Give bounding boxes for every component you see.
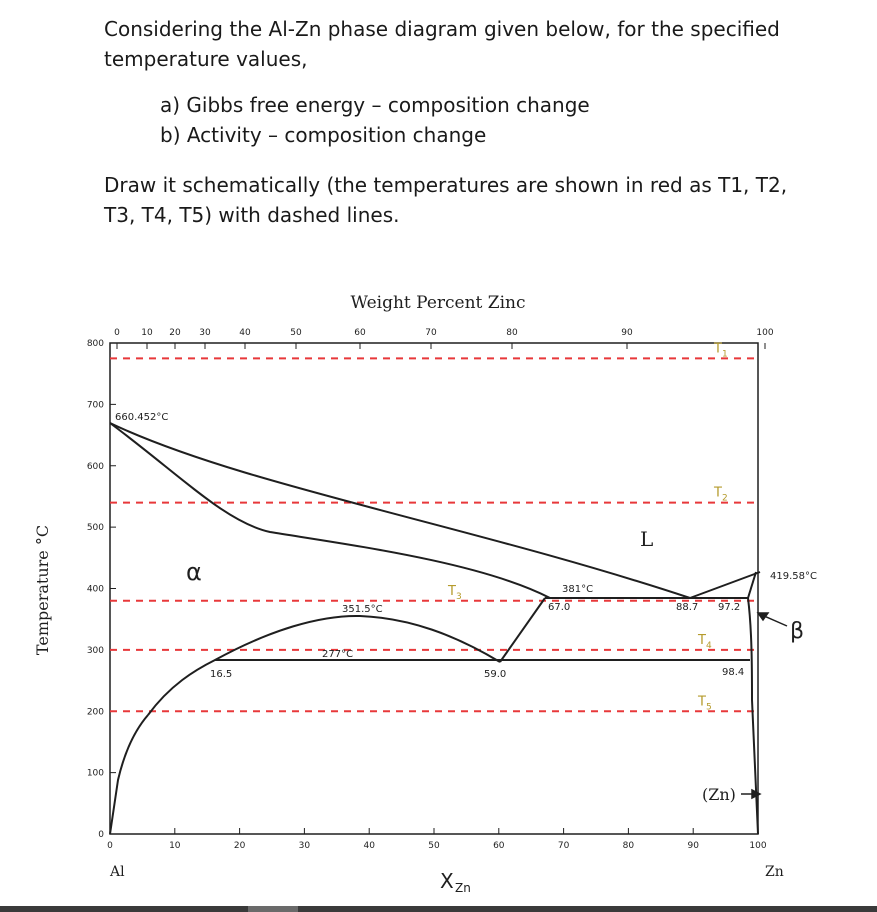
zn-solvus [748, 598, 758, 834]
y-tick-label: 600 [86, 461, 104, 472]
temperature-label-t5: $T_5$ [698, 694, 712, 713]
x-axis-label [440, 869, 471, 895]
phase-alpha-label: α [186, 558, 202, 586]
question-items [160, 90, 590, 150]
bottom-tick-label: 20 [233, 841, 246, 851]
phase-zn-label: (Zn) [702, 785, 736, 804]
bottom-tick-label: 40 [363, 841, 375, 851]
top-tick-label: 50 [290, 328, 302, 338]
arrows [741, 613, 787, 798]
top-tick-label: 80 [506, 328, 518, 338]
y-tick-label: 400 [86, 584, 104, 595]
eutectic-temp-label: 381°C [562, 584, 594, 595]
monotectoid-temp-label: 277°C [322, 649, 354, 660]
question-instruction-line-2: T3, T4, T5) with dashed lines. [104, 203, 400, 227]
solvus-curve-lower [110, 715, 148, 834]
top-tick-label: 60 [354, 328, 366, 338]
x-axis-label-main: X [440, 869, 454, 893]
composition-88-7: 88.7 [676, 602, 699, 613]
y-tick-label: 500 [86, 523, 104, 534]
y-axis-title: Temperature °C [33, 524, 52, 656]
composition-97-2: 97.2 [718, 602, 741, 613]
question-item-a: a) Gibbs free energy – composition change [160, 93, 590, 117]
bottom-tick-label: 90 [687, 841, 699, 851]
bottom-tick-label: 10 [169, 841, 181, 851]
phase-liquid-label: L [640, 527, 654, 551]
bottom-tick-label: 80 [622, 841, 635, 851]
y-tick-label: 200 [86, 707, 104, 718]
top-tick-label: 30 [199, 328, 211, 338]
bottom-tick-label: 0 [107, 841, 113, 851]
composition-59-0: 59.0 [484, 669, 507, 680]
question-item-b: b) Activity – composition change [160, 123, 487, 147]
al-label: Al [110, 864, 125, 880]
composition-98-4: 98.4 [722, 667, 745, 678]
zn-melting-label: 419.58°C [770, 571, 817, 582]
top-tick-label: 10 [141, 328, 153, 338]
question-intro-line-2: temperature values, [104, 47, 308, 71]
question-instruction-line-1: Draw it schematically (the temperatures are shown in red as T1, T2, [104, 173, 788, 197]
question-instruction [104, 170, 787, 230]
al-melting-label: 660.452°C [115, 412, 169, 423]
y-tick-label: 800 [86, 339, 104, 349]
temperature-label-t3: $T_3$ [448, 583, 462, 602]
y-tick-label: 700 [86, 400, 104, 411]
eutectic-comp-label: 67.0 [548, 602, 571, 613]
temperature-dashed-lines [110, 358, 758, 711]
zn-label: Zn [765, 864, 784, 880]
top-tick-label: 20 [169, 328, 181, 338]
question-intro-line-1: Considering the Al-Zn phase diagram given below, for the specified [104, 17, 780, 41]
bottom-tick-label: 100 [749, 841, 767, 851]
bottom-tick-label: 60 [493, 841, 505, 851]
top-tick-label: 70 [425, 328, 437, 338]
temperature-label-t2: $T_2$ [714, 485, 728, 504]
question-intro [104, 14, 780, 74]
liquidus-curve [110, 423, 760, 598]
y-tick-label: 100 [86, 768, 104, 779]
temperature-label-t4: $T_4$ [698, 632, 712, 651]
bottom-tick-label: 70 [557, 841, 570, 851]
composition-16-5: 16.5 [210, 669, 233, 680]
y-tick-label: 300 [86, 645, 104, 656]
y-tick-label: 0 [98, 830, 104, 840]
top-tick-label: 40 [239, 328, 251, 338]
solvus-curve [148, 660, 270, 715]
bottom-tick-label: 30 [298, 841, 311, 851]
axis-ticks [87, 328, 774, 851]
temperature-label-t1: $T_1$ [714, 341, 728, 360]
bottom-tick-label: 50 [428, 841, 440, 851]
top-tick-label: 100 [756, 328, 774, 338]
scrollbar-thumb [248, 906, 298, 912]
zn-arrow-head [752, 790, 760, 798]
phase-boundaries [110, 423, 760, 834]
al-zn-phase-diagram [0, 280, 877, 906]
top-tick-label: 90 [621, 328, 633, 338]
phase-beta-label: β [790, 619, 805, 644]
top-axis-title: Weight Percent Zinc [350, 293, 526, 313]
x-axis-label-sub: Zn [455, 881, 471, 895]
eutectoid-branch [500, 598, 545, 662]
top-tick-label: 0 [114, 328, 120, 338]
miscibility-gap [215, 616, 500, 662]
bottom-scrollbar [0, 906, 877, 912]
critical-temp-label: 351.5°C [342, 604, 383, 615]
